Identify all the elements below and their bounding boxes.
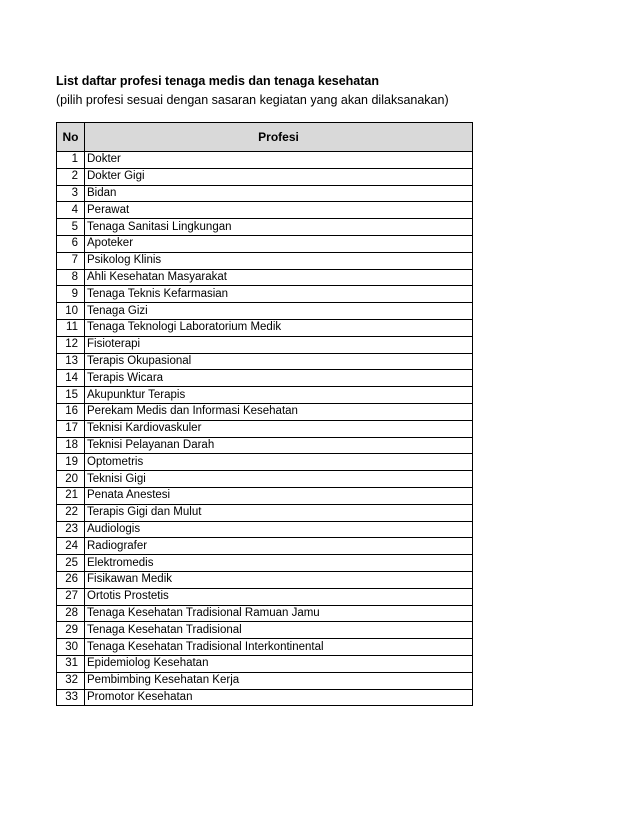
row-number: 23 — [57, 521, 85, 538]
row-profession: Audiologis — [85, 521, 473, 538]
row-profession: Tenaga Kesehatan Tradisional — [85, 622, 473, 639]
row-profession: Ahli Kesehatan Masyarakat — [85, 269, 473, 286]
row-profession: Terapis Okupasional — [85, 353, 473, 370]
row-number: 22 — [57, 504, 85, 521]
row-number: 21 — [57, 487, 85, 504]
table-row — [57, 639, 473, 656]
table-row — [57, 370, 473, 387]
row-number: 25 — [57, 555, 85, 572]
row-number: 24 — [57, 538, 85, 555]
table-row — [57, 538, 473, 555]
table-row — [57, 286, 473, 303]
row-profession: Tenaga Gizi — [85, 303, 473, 320]
row-number: 15 — [57, 387, 85, 404]
table-row — [57, 202, 473, 219]
row-number: 20 — [57, 471, 85, 488]
row-number: 1 — [57, 152, 85, 169]
table-row — [57, 571, 473, 588]
table-row — [57, 219, 473, 236]
table-row — [57, 420, 473, 437]
row-profession: Apoteker — [85, 235, 473, 252]
row-profession: Tenaga Teknis Kefarmasian — [85, 286, 473, 303]
table-row — [57, 353, 473, 370]
table-row — [57, 605, 473, 622]
table-row — [57, 655, 473, 672]
row-number: 31 — [57, 655, 85, 672]
row-number: 16 — [57, 403, 85, 420]
row-number: 17 — [57, 420, 85, 437]
row-profession: Dokter Gigi — [85, 168, 473, 185]
row-profession: Dokter — [85, 152, 473, 169]
row-number: 7 — [57, 252, 85, 269]
row-number: 30 — [57, 639, 85, 656]
row-number: 29 — [57, 622, 85, 639]
row-profession: Tenaga Kesehatan Tradisional Interkontinental — [85, 639, 473, 656]
row-profession: Elektromedis — [85, 555, 473, 572]
row-profession: Terapis Gigi dan Mulut — [85, 504, 473, 521]
row-number: 3 — [57, 185, 85, 202]
table-row — [57, 252, 473, 269]
row-number: 19 — [57, 454, 85, 471]
table-row — [57, 622, 473, 639]
table-row — [57, 588, 473, 605]
row-profession: Tenaga Teknologi Laboratorium Medik — [85, 319, 473, 336]
table-row — [57, 521, 473, 538]
row-number: 5 — [57, 219, 85, 236]
table-row — [57, 689, 473, 706]
row-number: 26 — [57, 571, 85, 588]
row-number: 9 — [57, 286, 85, 303]
table-row — [57, 471, 473, 488]
row-profession: Epidemiolog Kesehatan — [85, 655, 473, 672]
row-profession: Akupunktur Terapis — [85, 387, 473, 404]
table-row — [57, 336, 473, 353]
table-row — [57, 504, 473, 521]
table-row — [57, 454, 473, 471]
row-number: 14 — [57, 370, 85, 387]
row-number: 6 — [57, 235, 85, 252]
row-number: 32 — [57, 672, 85, 689]
row-profession: Perekam Medis dan Informasi Kesehatan — [85, 403, 473, 420]
table-row — [57, 152, 473, 169]
row-number: 12 — [57, 336, 85, 353]
row-profession: Terapis Wicara — [85, 370, 473, 387]
table-row — [57, 303, 473, 320]
row-profession: Perawat — [85, 202, 473, 219]
profession-table — [56, 122, 473, 706]
row-profession: Tenaga Kesehatan Tradisional Ramuan Jamu — [85, 605, 473, 622]
row-number: 13 — [57, 353, 85, 370]
row-profession: Teknisi Gigi — [85, 471, 473, 488]
row-profession: Ortotis Prostetis — [85, 588, 473, 605]
row-profession: Bidan — [85, 185, 473, 202]
table-header-row — [57, 123, 473, 152]
table-body — [57, 152, 473, 706]
row-profession: Penata Anestesi — [85, 487, 473, 504]
row-profession: Teknisi Kardiovaskuler — [85, 420, 473, 437]
row-number: 4 — [57, 202, 85, 219]
row-number: 33 — [57, 689, 85, 706]
row-profession: Fisikawan Medik — [85, 571, 473, 588]
table-row — [57, 672, 473, 689]
row-profession: Psikolog Klinis — [85, 252, 473, 269]
table-row — [57, 235, 473, 252]
row-number: 27 — [57, 588, 85, 605]
row-number: 10 — [57, 303, 85, 320]
row-number: 11 — [57, 319, 85, 336]
table-row — [57, 487, 473, 504]
row-profession: Pembimbing Kesehatan Kerja — [85, 672, 473, 689]
row-number: 18 — [57, 437, 85, 454]
header-profesi: Profesi — [85, 123, 473, 152]
table-row — [57, 319, 473, 336]
row-number: 28 — [57, 605, 85, 622]
row-number: 8 — [57, 269, 85, 286]
document-title: List daftar profesi tenaga medis dan tenaga kesehatan — [56, 74, 380, 88]
table-row — [57, 403, 473, 420]
row-profession: Teknisi Pelayanan Darah — [85, 437, 473, 454]
table-row — [57, 555, 473, 572]
document-subtitle: (pilih profesi sesuai dengan sasaran kegiatan yang akan dilaksanakan) — [56, 93, 449, 107]
row-profession: Radiografer — [85, 538, 473, 555]
table-row — [57, 437, 473, 454]
table-row — [57, 168, 473, 185]
row-number: 2 — [57, 168, 85, 185]
table-row — [57, 387, 473, 404]
table-row — [57, 269, 473, 286]
table-row — [57, 185, 473, 202]
row-profession: Optometris — [85, 454, 473, 471]
row-profession: Fisioterapi — [85, 336, 473, 353]
row-profession: Promotor Kesehatan — [85, 689, 473, 706]
header-no: No — [57, 123, 85, 152]
row-profession: Tenaga Sanitasi Lingkungan — [85, 219, 473, 236]
